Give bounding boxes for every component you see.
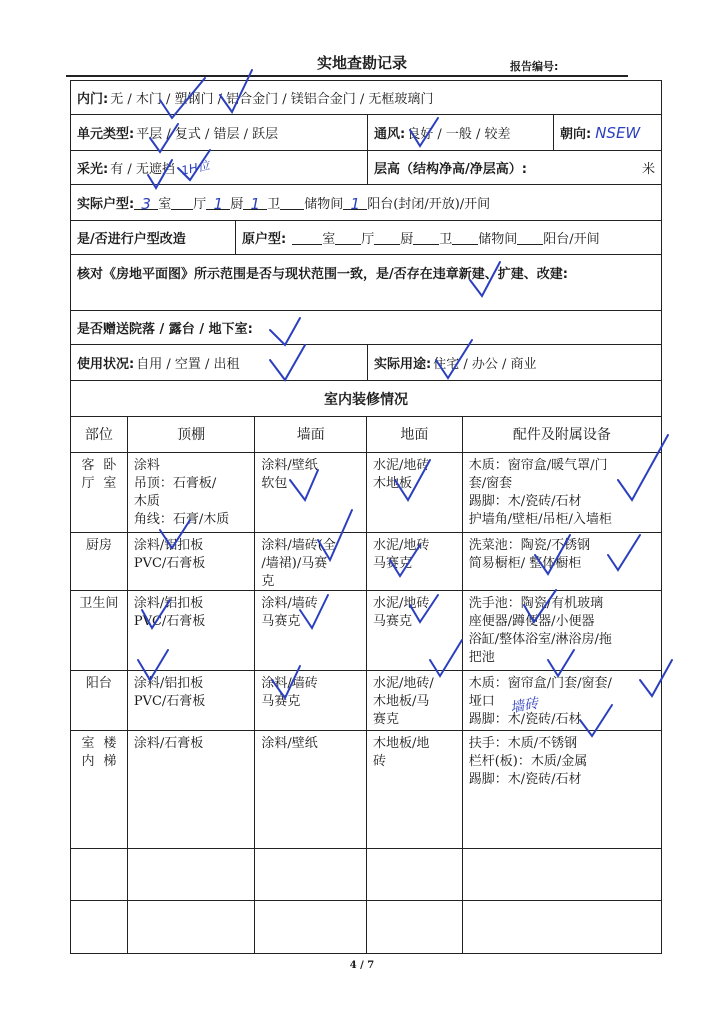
row-part-name: 卫生 间: [79, 596, 119, 611]
report-number-label: 报告编号:: [510, 60, 559, 73]
actual-use-options: 住宅 / 办公 / 商业: [433, 357, 537, 372]
inner-door-options: 无 / 木门 / 塑钢门 / 铝合金门 / 镁铝合金门 / 无框玻璃门: [110, 92, 434, 107]
fittings-cell-line: 洗手池：陶瓷/有机玻璃: [468, 596, 604, 611]
floor-cell: [366, 671, 462, 730]
wall-cell-line: 涂料/墙砖: [261, 676, 318, 691]
decoration-header-row: [71, 417, 661, 453]
floor-cell: [366, 533, 462, 590]
wall-cell: [254, 591, 366, 670]
wall-cell: [254, 671, 366, 730]
decoration-title: 室内装修情况: [324, 391, 408, 408]
ceiling-cell-line: 涂料/铝扣板: [133, 596, 204, 611]
fittings-cell-line: 套/窗套: [468, 476, 513, 491]
ceiling-cell: [127, 533, 255, 590]
floor-cell-line: 马赛克: [373, 556, 413, 571]
usage-label: 使用状况:: [77, 357, 135, 372]
ceiling-cell: [127, 731, 255, 797]
row-lighting: [71, 151, 661, 185]
fittings-cell: [462, 731, 661, 797]
floor-cell: [366, 453, 462, 532]
decoration-row: [71, 533, 661, 591]
empty-row: [71, 901, 661, 953]
floor-cell-line: 水泥/地砖/: [373, 676, 434, 691]
floor-cell: [366, 731, 462, 797]
fittings-cell-line: 座便器/蹲便器/小便器: [468, 614, 595, 629]
fittings-cell: [462, 671, 661, 730]
row-decoration-title: [71, 381, 661, 417]
actual-kitchens-count: 1: [213, 195, 223, 213]
bath-unit: 卫: [267, 197, 281, 212]
orientation-label: 朝向:: [560, 127, 592, 142]
storage-unit: 储物间: [304, 197, 344, 212]
balcony-unit: 阳台(封闭/开放)/开间: [367, 197, 491, 212]
floor-height-label: 层高（结构净高/净层高）:: [374, 162, 527, 177]
ceiling-cell-line: PVC/石膏板: [133, 556, 206, 571]
row-plan-check: [71, 255, 661, 311]
fittings-cell-line: 洗菜池：陶瓷/不锈钢: [468, 538, 591, 553]
floor-cell-line: 水泥/地砖: [373, 596, 430, 611]
floor-cell-line: 赛克: [373, 712, 400, 727]
wall-cell-line: /墙裙)/马赛: [261, 556, 328, 571]
fittings-cell-line: 扶手：木质/不锈钢: [468, 736, 578, 751]
header-wall: 墙面: [254, 417, 366, 452]
wall-cell: [254, 533, 366, 590]
row-part-name: 阳台: [85, 676, 112, 691]
floor-height-unit: 米: [641, 162, 655, 177]
fittings-cell-line: 踢脚：木/瓷砖/石材: [468, 712, 582, 727]
wall-cell-line: 软包: [261, 476, 288, 491]
header-ceiling: 顶棚: [127, 417, 255, 452]
ceiling-cell: [127, 591, 255, 670]
wall-cell: [254, 453, 366, 532]
fittings-cell-line: 垭口: [468, 694, 495, 709]
row-layout-modification: [71, 221, 661, 255]
wall-cell-line: 涂料/墙砖(全: [261, 538, 336, 553]
lighting-options: 有 / 无遮挡: [110, 162, 175, 177]
floor-cell: [366, 591, 462, 670]
header-part: 部位: [84, 426, 113, 443]
ceiling-cell-line: 吊顶：石膏板/: [133, 476, 217, 491]
fittings-cell-line: 浴缸/整体浴室/淋浴房/拖: [468, 632, 612, 647]
fittings-cell: [462, 533, 661, 590]
row-part-name: 室内 楼梯: [81, 736, 117, 769]
usage-options: 自用 / 空置 / 出租: [136, 357, 240, 372]
fittings-cell: [462, 591, 661, 670]
header-fittings: 配件及附属设备: [462, 417, 661, 452]
fittings-cell-line: 护墙角/壁柜/吊柜/入墙柜: [468, 512, 612, 527]
actual-layout-label: 实际户型:: [77, 197, 135, 212]
floor-cell-line: 水泥/地砖: [373, 458, 430, 473]
wall-cell-line: 涂料/壁纸: [261, 458, 318, 473]
unit-type-options: 平层 / 复式 / 错层 / 跃层: [136, 127, 279, 142]
orig-balcony-unit: 阳台/开间: [543, 232, 600, 247]
balcony-handwritten-note: 墙砖: [508, 695, 540, 717]
row-actual-layout: [71, 185, 661, 221]
ventilation-label: 通风:: [374, 127, 406, 142]
floor-cell-line: 木地板/马: [373, 694, 430, 709]
ceiling-cell-line: 涂料/石膏板: [133, 736, 204, 751]
floor-cell-line: 砖: [373, 754, 387, 769]
wall-cell-line: 涂料/墙砖: [261, 596, 318, 611]
empty-row: [71, 797, 661, 849]
actual-balconies-count: 1: [350, 195, 361, 213]
title-rule: [66, 75, 628, 77]
row-gifted-space: [71, 311, 661, 345]
orig-bath-unit: 卫: [439, 232, 453, 247]
fittings-cell-line: 木质：窗帘盒/暖气罩/门: [468, 458, 608, 473]
lighting-label: 采光:: [77, 162, 109, 177]
unit-type-label: 单元类型:: [77, 127, 135, 142]
wall-cell-line: 马赛克: [261, 614, 301, 629]
orig-kitchen-unit: 厨: [400, 232, 414, 247]
page-title: 实地查勘记录: [316, 54, 407, 72]
gifted-space-text: 是否赠送院落 / 露台 / 地下室:: [77, 322, 253, 337]
orig-storage-unit: 储物间: [478, 232, 518, 247]
wall-cell-line: 涂料/壁纸: [261, 736, 318, 751]
actual-use-label: 实际用途:: [374, 357, 432, 372]
empty-row: [71, 849, 661, 901]
decoration-row: [71, 453, 661, 533]
fittings-cell-line: 踢脚：木/瓷砖/石材: [468, 494, 582, 509]
page-number: 4 / 7: [349, 960, 375, 971]
fittings-cell-line: 栏杆(板)：木质/金属: [468, 754, 588, 769]
row-unit-type: [71, 115, 661, 151]
row-inner-door: [71, 81, 661, 115]
actual-baths-count: 1: [250, 195, 261, 213]
ceiling-cell-line: 涂料/铝扣板: [133, 676, 204, 691]
floor-cell-line: 马赛克: [373, 614, 413, 629]
decoration-row: [71, 591, 661, 671]
fittings-cell-line: 木质：窗帘盒/门套/窗套/: [468, 676, 612, 691]
wall-cell: [254, 731, 366, 797]
hall-unit: 厅: [193, 197, 207, 212]
ceiling-cell-line: 木质: [133, 494, 160, 509]
wall-cell-line: 马赛克: [261, 694, 301, 709]
fittings-cell: [462, 453, 661, 532]
row-part-name: 客厅 卧室: [81, 458, 117, 491]
ceiling-cell: [127, 671, 255, 730]
fittings-cell-line: 简易橱柜/ 整体橱柜: [468, 556, 582, 571]
orig-room-unit: 室: [322, 232, 336, 247]
orig-hall-unit: 厅: [361, 232, 375, 247]
kitchen-unit: 厨: [230, 197, 244, 212]
modification-label: 是/否进行户型改造: [77, 232, 186, 247]
row-usage: [71, 345, 661, 381]
ventilation-options: 良好 / 一般 / 较差: [407, 127, 511, 142]
wall-cell-line: 克: [261, 574, 275, 589]
floor-cell-line: 木地板/地: [373, 736, 430, 751]
floor-cell-line: 木地板: [373, 476, 413, 491]
decoration-rows: [71, 453, 661, 797]
row-part-name: 厨房: [85, 538, 112, 553]
room-unit: 室: [158, 197, 172, 212]
actual-rooms-count: 3: [141, 195, 151, 213]
fittings-cell-line: 踢脚：木/瓷砖/石材: [468, 772, 582, 787]
decoration-row: [71, 731, 661, 797]
floor-cell-line: 水泥/地砖: [373, 538, 430, 553]
inner-door-label: 内门:: [77, 92, 109, 107]
plan-check-text: 核对《房地平面图》所示范围是否与现状范围一致，是/否存在违章新建、扩建、改建:: [77, 267, 568, 282]
ceiling-cell-line: 涂料/铝扣板: [133, 538, 204, 553]
decoration-row: [71, 671, 661, 731]
ceiling-cell: [127, 453, 255, 532]
ceiling-cell-line: PVC/石膏板: [133, 694, 206, 709]
original-layout-label: 原户型:: [242, 232, 287, 247]
orientation-value: NSEW: [595, 123, 641, 142]
ceiling-cell-line: 涂料: [133, 458, 160, 473]
ceiling-cell-line: 角线：石膏/木质: [133, 512, 230, 527]
survey-form: [70, 80, 662, 954]
header-floor: 地面: [366, 417, 462, 452]
fittings-cell-line: 把池: [468, 650, 495, 665]
ceiling-cell-line: PVC/石膏板: [133, 614, 206, 629]
lighting-handwritten-note: 1H位: [179, 158, 211, 178]
